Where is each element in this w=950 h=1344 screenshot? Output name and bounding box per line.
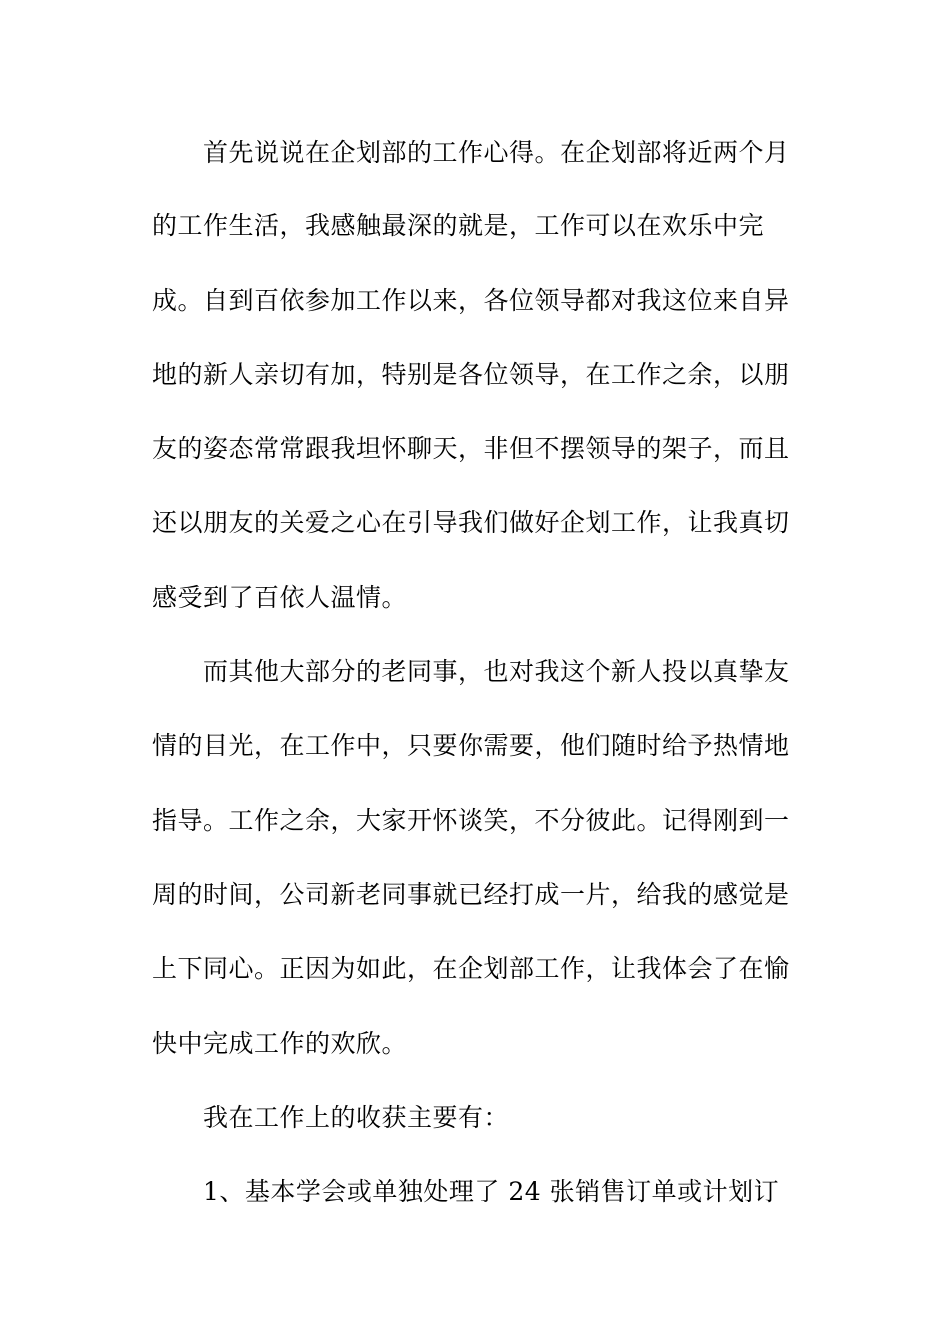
paragraph-2-line-3: 指导。工作之余，大家开怀谈笑，不分彼此。记得刚到一 [152, 806, 790, 835]
paragraph-2-line-5: 上下同心。正因为如此，在企划部工作，让我体会了在愉 [152, 954, 790, 983]
paragraph-1-line-4: 地的新人亲切有加，特别是各位领导，在工作之余，以朋 [152, 360, 790, 389]
paragraph-2-line-6: 快中完成工作的欢欣。 [152, 1029, 408, 1058]
paragraph-1-line-3: 成。自到百依参加工作以来，各位领导都对我这位来自异 [152, 286, 790, 315]
paragraph-2-line-2: 情的目光，在工作中，只要你需要，他们随时给予热情地 [152, 731, 790, 760]
paragraph-1-line-2: 的工作生活，我感触最深的就是，工作可以在欢乐中完 [152, 211, 765, 240]
paragraph-2-line-4: 周的时间，公司新老同事就已经打成一片，给我的感觉是 [152, 880, 790, 909]
paragraph-2-line-1: 而其他大部分的老同事，也对我这个新人投以真挚友 [203, 657, 790, 686]
paragraph-1-line-7: 感受到了百依人温情。 [152, 583, 408, 612]
list-item-1-line-1: 1、基本学会或单独处理了 24 张销售订单或计划订 [203, 1177, 780, 1206]
paragraph-1-line-5: 友的姿态常常跟我坦怀聊天，非但不摆领导的架子，而且 [152, 434, 790, 463]
paragraph-1-line-1: 首先说说在企划部的工作心得。在企划部将近两个月 [203, 138, 790, 167]
paragraph-1-line-6: 还以朋友的关爱之心在引导我们做好企划工作，让我真切 [152, 508, 790, 537]
paragraph-3-line-1: 我在工作上的收获主要有： [203, 1103, 510, 1132]
